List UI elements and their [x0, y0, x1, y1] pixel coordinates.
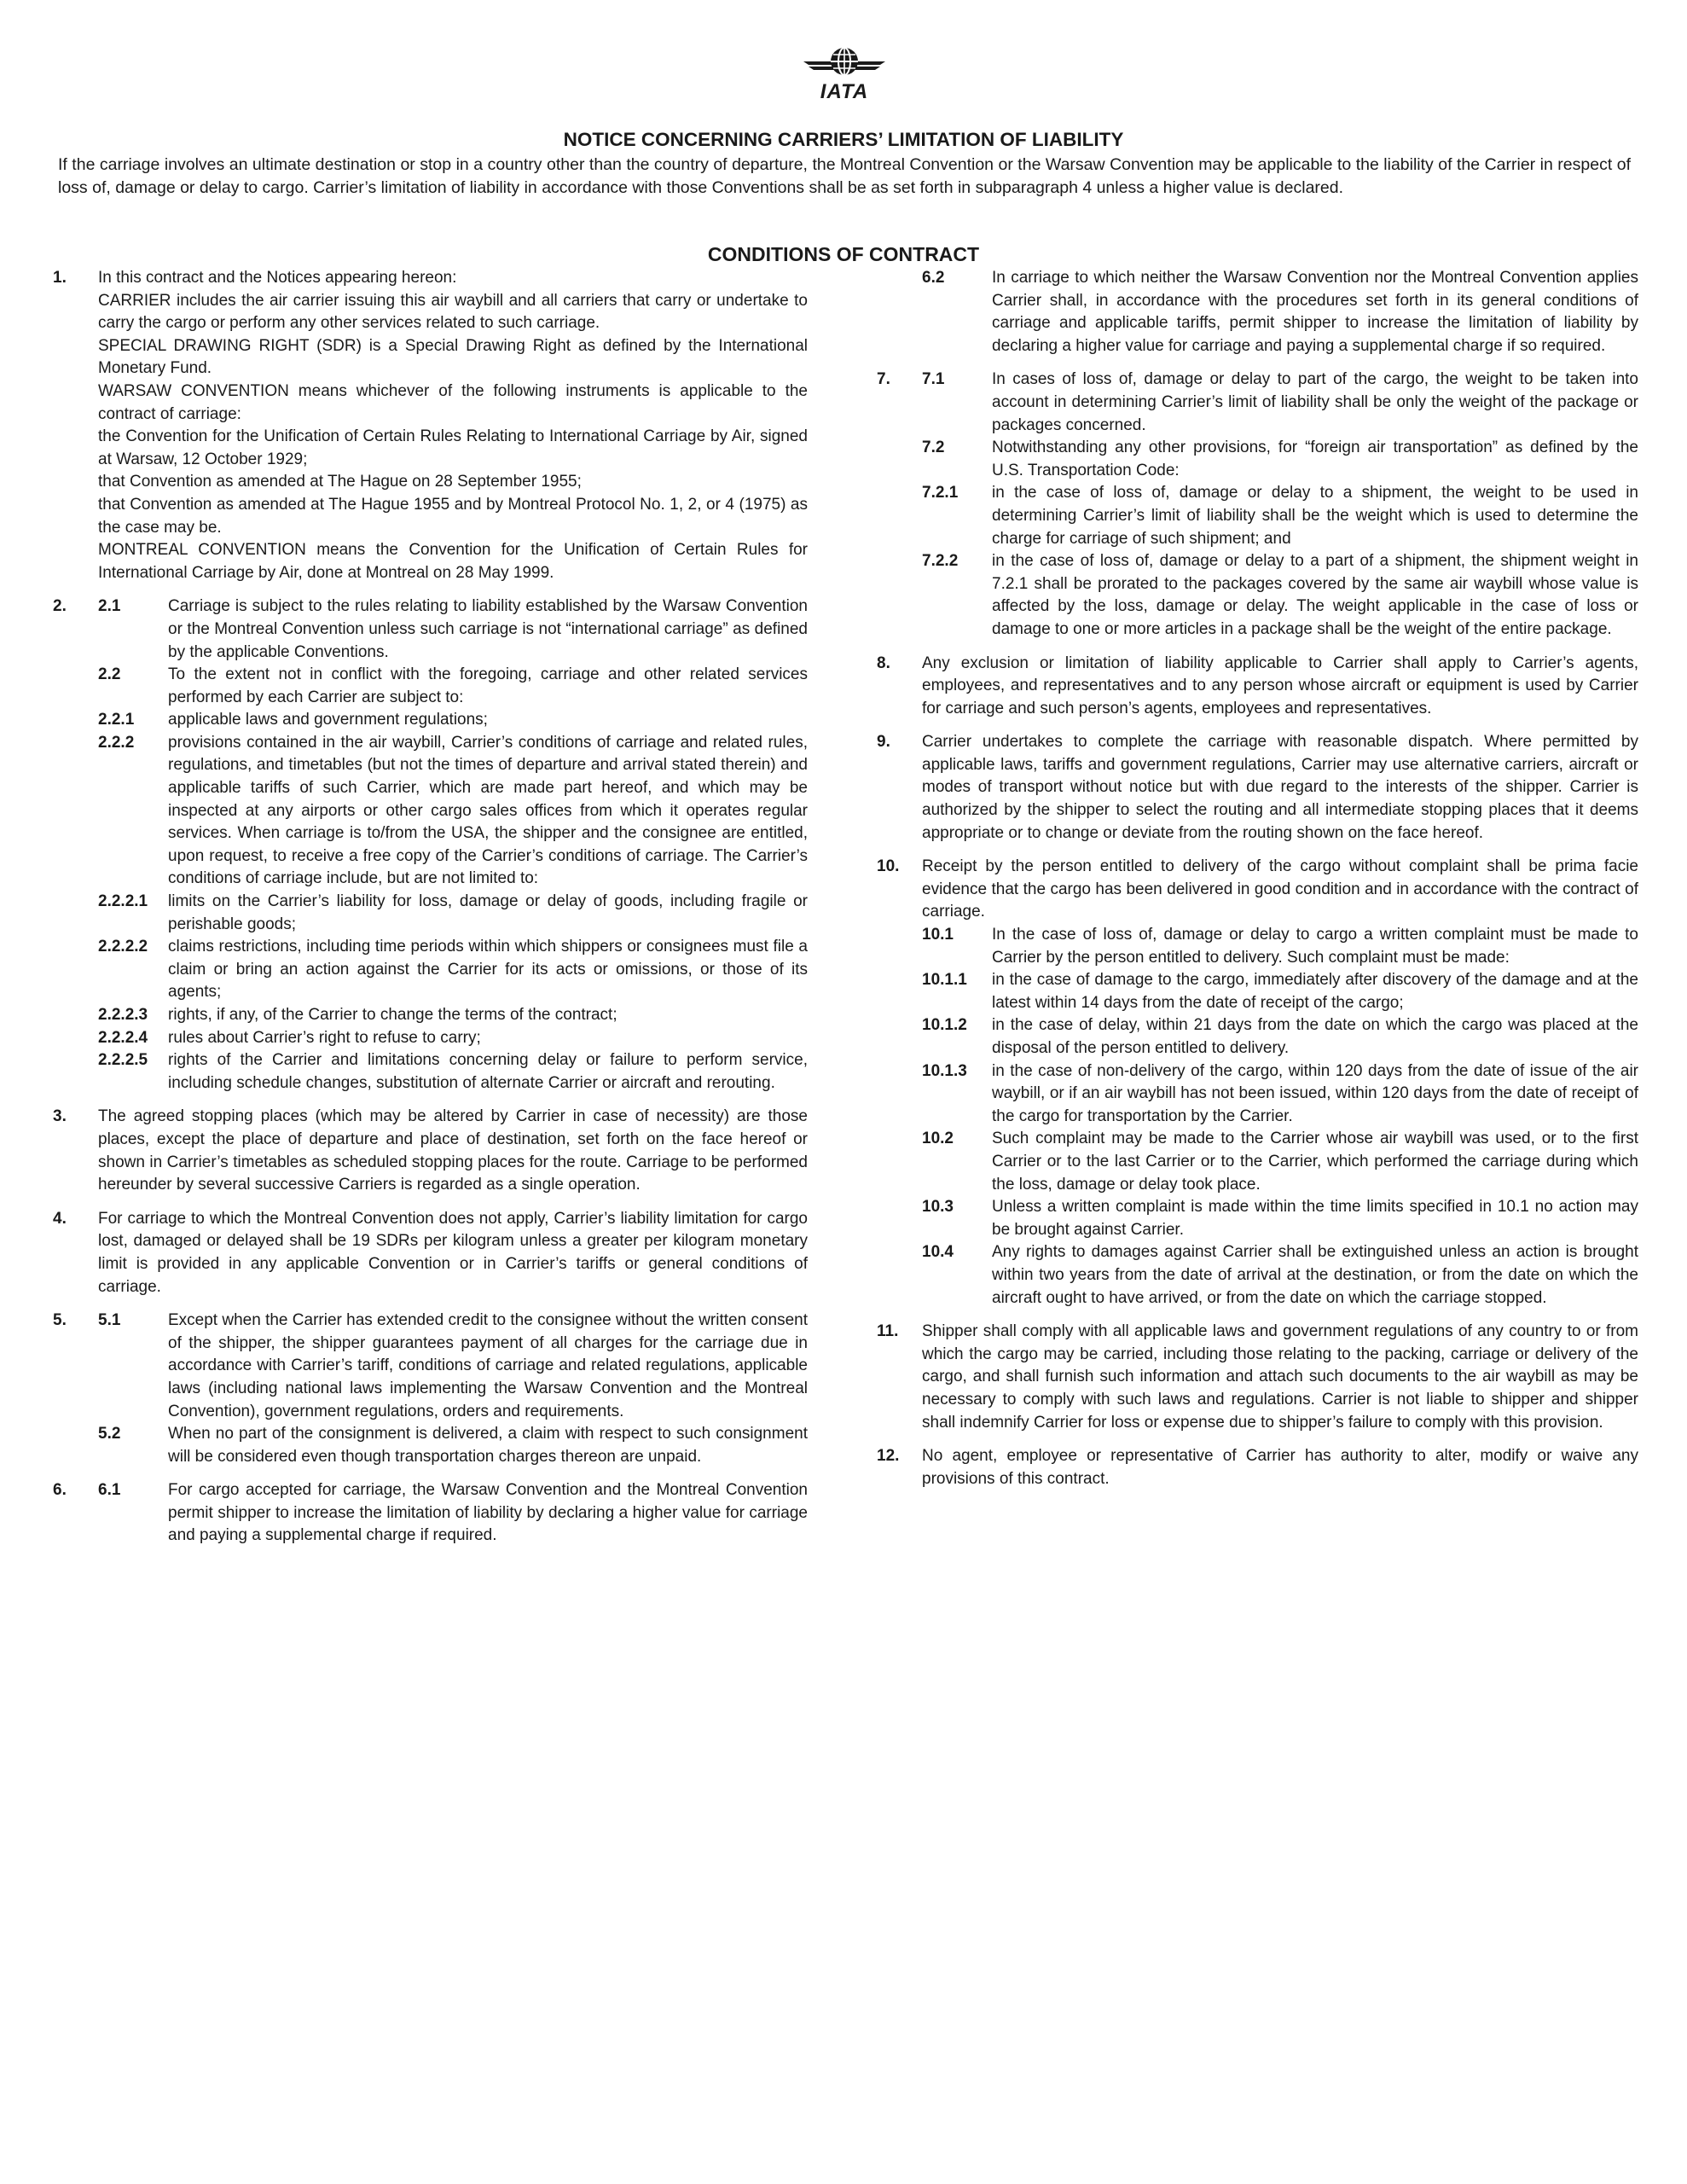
clause-9	[877, 731, 1638, 845]
subclause-text: In carriage to which neither the Warsaw Convention nor the Montreal Convention applies Carrier shall, in accordance with the procedures set forth in its general conditions of carriage and applicable tariffs, permit shipper to increase the limitation of liability by declaring a higher value for carriage and paying a supplemental charge if so required.	[992, 269, 1638, 355]
clause-number: 10.	[877, 857, 900, 876]
clause-number: 7.	[877, 370, 890, 389]
subclause	[98, 1004, 808, 1027]
subclause-text: In cases of loss of, damage or delay to part of the cargo, the weight to be taken into account in determining Carrier’s limit of liability shall be only the weight of the package or packages concerned.	[992, 370, 1638, 434]
subclause-number: 7.2.2	[922, 552, 959, 571]
clause-number: 2.	[53, 597, 67, 616]
paragraph: that Convention as amended at The Hague 1955 and by Montreal Protocol No. 1, 2, or 4 (1975) as the case may be.	[98, 495, 808, 537]
subclause-text: rights, if any, of the Carrier to change the terms of the contract;	[168, 1006, 617, 1024]
subclause	[98, 936, 808, 1004]
subclause-text: When no part of the consignment is delivered, a claim with respect to such consignment will be considered even though transportation charges thereon are unpaid.	[168, 1425, 808, 1466]
subclause	[98, 1027, 808, 1050]
subclause-text: Notwithstanding any other provisions, for “foreign air transportation” as defined by the U.S. Transportation Code:	[992, 439, 1638, 479]
clause-12	[877, 1445, 1638, 1490]
subclause-text: Such complaint may be made to the Carrier whose air waybill was used, or to the first Carrier or to the last Carrier or to the Carrier, which performed the carriage during which the loss, damage or delay took place.	[992, 1130, 1638, 1194]
clause-text: Any exclusion or limitation of liability applicable to Carrier shall apply to Carrier’s agents, employees, and representatives and to any person whose aircraft or equipment is used by Carrier for carriage and such person’s agents, employees and representatives.	[922, 653, 1638, 717]
clause-11	[877, 1321, 1638, 1434]
notice-text: If the carriage involves an ultimate destination or stop in a country other than the country of departure, the Montreal Convention or the Warsaw Convention may be applicable to the liability of the Carrier in respect of loss of, damage or delay to cargo. Carrier’s limitation of liability in accordance with those Conventions shall be as set forth in subparagraph 4 unless a higher value is declared.	[58, 155, 1631, 197]
subclause	[922, 1241, 1638, 1310]
subclause-text: in the case of loss of, damage or delay to a shipment, the weight to be used in determining Carrier’s limit of liability shall be the weight which is used to determine the charge for carriage of such shipment; and	[992, 484, 1638, 548]
clause-8	[877, 653, 1638, 721]
subclause-text: Carriage is subject to the rules relating to liability established by the Warsaw Convention or the Montreal Convention unless such carriage is not “international carriage” as defined by the applicable Conventions.	[168, 597, 808, 661]
clause-text: Carrier undertakes to complete the carriage with reasonable dispatch. Where permitted by applicable laws, tariffs and government regulations, Carrier may use alternative carriers, aircraft or modes of transport without notice but with due regard to the interests of the shipper. Carrier is authorized by the shipper to select the routing and all intermediate stopping places that it deems appropriate or to change or deviate from the routing shown on the face hereof.	[922, 733, 1638, 842]
subclause	[922, 1014, 1638, 1060]
subclause-text: applicable laws and government regulations;	[168, 711, 488, 729]
globe-wings-icon	[802, 43, 887, 84]
subclause-number: 10.1.1	[922, 971, 967, 990]
subclause	[98, 891, 808, 936]
subclause-number: 2.2.2.5	[98, 1051, 148, 1070]
clause-6	[53, 1479, 808, 1548]
subclause	[922, 1196, 1638, 1241]
left-column	[53, 267, 808, 1559]
subclause-number: 10.1.2	[922, 1016, 967, 1035]
subclause-text: in the case of damage to the cargo, immediately after discovery of the damage and at the latest within 14 days from the date of receipt of the cargo;	[992, 971, 1638, 1012]
subclause	[98, 1310, 808, 1423]
subclause	[98, 595, 808, 664]
subclause-number: 5.1	[98, 1311, 121, 1330]
subclause-text: limits on the Carrier’s liability for loss, damage or delay of goods, including fragile or perishable goods;	[168, 892, 808, 933]
clause-7	[877, 369, 1638, 641]
iata-logo	[802, 43, 887, 102]
clause-text: No agent, employee or representative of Carrier has authority to alter, modify or waive any provisions of this contract.	[922, 1447, 1638, 1488]
clause-number: 6.	[53, 1481, 67, 1500]
subclause-number: 10.1.3	[922, 1061, 967, 1080]
subclause	[98, 1423, 808, 1468]
subclause-text: claims restrictions, including time periods within which shippers or consignees must file a claim or bring an action against the Carrier for its acts or omissions, or those of its agents;	[168, 938, 808, 1002]
clause-number: 8.	[877, 653, 890, 672]
subclause-number: 7.2.1	[922, 484, 959, 502]
subclause-number: 10.3	[922, 1198, 954, 1217]
subclause	[922, 924, 1638, 969]
subclause	[922, 550, 1638, 641]
subclause-text: provisions contained in the air waybill, Carrier’s conditions of carriage and related rules, regulations, and timetables (but not the times of departure and arrival stated therein) and applicable tariffs of such Carrier, which are made part hereof, and which may be inspected at any airports or other cargo sales offices from which it operates regular services. When carriage is to/from the USA, the shipper and the consignee are entitled, upon request, to receive a free copy of the Carrier’s conditions of carriage. The Carrier’s conditions of carriage include, but are not limited to:	[168, 733, 808, 888]
subclause-number: 2.2	[98, 665, 121, 684]
subclause-text: Unless a written complaint is made within the time limits specified in 10.1 no action may be brought against Carrier.	[992, 1198, 1638, 1239]
subclause-number: 2.2.2.1	[98, 892, 148, 911]
paragraph: WARSAW CONVENTION means whichever of the following instruments is applicable to the contract of carriage:	[98, 381, 808, 423]
clause-number: 1.	[53, 269, 67, 287]
clause-10	[877, 856, 1638, 1310]
subclause	[98, 1049, 808, 1095]
subclause	[922, 1060, 1638, 1129]
subclause-text: Any rights to damages against Carrier shall be extinguished unless an action is brought within two years from the date of arrival at the destination, or from the date on which the aircraft ought to have arrived, or from the date on which the carriage stopped.	[992, 1243, 1638, 1307]
subclause-number: 7.1	[922, 370, 945, 389]
subclause-number: 2.2.2.4	[98, 1028, 148, 1047]
clause-5	[53, 1310, 808, 1468]
subclause	[922, 1128, 1638, 1196]
subclause-text: in the case of loss of, damage or delay to a part of a shipment, the shipment weight in 7.2.1 shall be prorated to the packages covered by the same air waybill whose value is affected by the loss, damage or delay. The weight applicable in the case of loss or damage to one or more articles in a package shall be the weight of the entire package.	[992, 552, 1638, 638]
subclause-number: 6.1	[98, 1481, 121, 1500]
conditions-title: CONDITIONS OF CONTRACT	[707, 243, 980, 265]
subclause	[922, 482, 1638, 550]
logo-text: IATA	[820, 80, 869, 103]
clause-number: 3.	[53, 1107, 67, 1126]
clause-text: The agreed stopping places (which may be altered by Carrier in case of necessity) are those places, except the place of departure and place of destination, set forth on the face hereof or shown in Carrier’s timetables as scheduled stopping places for the route. Carriage to be performed hereunder by several successive Carriers is regarded as a single operation.	[98, 1107, 808, 1194]
subclause-number: 10.4	[922, 1243, 954, 1262]
subclause-text: rights of the Carrier and limitations concerning delay or failure to perform service, including schedule changes, substitution of alternate Carrier or aircraft and rerouting.	[168, 1051, 808, 1092]
subclause-number: 6.2	[922, 269, 945, 287]
subclause-number: 2.2.2.2	[98, 938, 148, 956]
subclause-number: 2.1	[98, 597, 121, 616]
subclause	[98, 664, 808, 709]
subclause	[98, 732, 808, 891]
clause-2	[53, 595, 808, 1095]
clause-number: 4.	[53, 1209, 67, 1228]
subclause	[922, 267, 1638, 357]
paragraph: In this contract and the Notices appearing hereon:	[98, 269, 457, 287]
subclause-number: 10.1	[922, 926, 954, 944]
subclause-number: 10.2	[922, 1130, 954, 1148]
right-column	[877, 267, 1638, 1502]
paragraph: MONTREAL CONVENTION means the Convention for the Unification of Certain Rules for International Carriage by Air, done at Montreal on 28 May 1999.	[98, 541, 808, 582]
clause-number: 11.	[877, 1322, 899, 1341]
subclause-text: In the case of loss of, damage or delay to cargo a written complaint must be made to Carrier by the person entitled to delivery. Such complaint must be made:	[992, 926, 1638, 967]
clause-6-continued	[877, 267, 1638, 357]
clause-number: 5.	[53, 1311, 67, 1330]
clause-1	[53, 267, 808, 584]
paragraph: CARRIER includes the air carrier issuing this air waybill and all carriers that carry or undertake to carry the cargo or perform any other services related to such carriage.	[98, 291, 808, 333]
subclause-number: 2.2.2	[98, 733, 135, 752]
clause-text: Receipt by the person entitled to delivery of the cargo without complaint shall be prima facie evidence that the cargo has been delivered in good condition and in accordance with the contract of carriage.	[922, 857, 1638, 921]
subclause	[922, 369, 1638, 437]
subclause-number: 7.2	[922, 439, 945, 457]
clause-4	[53, 1208, 808, 1298]
subclause-text: For cargo accepted for carriage, the Warsaw Convention and the Montreal Convention permit shipper to increase the limitation of liability by declaring a higher value for carriage and paying a supplemental charge if required.	[168, 1481, 808, 1545]
subclause-number: 5.2	[98, 1425, 121, 1443]
clause-number: 12.	[877, 1447, 900, 1466]
subclause	[98, 1479, 808, 1548]
clause-text: Shipper shall comply with all applicable laws and government regulations of any country to or from which the cargo may be carried, including those relating to the packing, carriage or delivery of the cargo, and shall furnish such information and attach such documents to the air waybill as may be necessary to comply with such laws and regulations. Carrier is not liable to shipper and shipper shall indemnify Carrier for loss or expense due to shipper’s failure to comply with this provision.	[922, 1322, 1638, 1432]
clause-text: For carriage to which the Montreal Convention does not apply, Carrier’s liability limitation for cargo lost, damaged or delayed shall be 19 SDRs per kilogram unless a greater per kilogram monetary limit is provided in any applicable Convention or in Carrier’s tariffs or general conditions of carriage.	[98, 1209, 808, 1296]
clause-number: 9.	[877, 733, 890, 752]
subclause-number: 2.2.2.3	[98, 1006, 148, 1024]
paragraph: SPECIAL DRAWING RIGHT (SDR) is a Special Drawing Right as defined by the International Monetary Fund.	[98, 336, 808, 378]
subclause	[922, 437, 1638, 482]
subclause	[922, 969, 1638, 1014]
subclause	[98, 709, 808, 732]
subclause-text: in the case of non-delivery of the cargo, within 120 days from the date of issue of the air waybill, or if an air waybill has not been issued, within 120 days from the date of receipt of the cargo for transportation by the Carrier.	[992, 1061, 1638, 1125]
subclause-text: rules about Carrier’s right to refuse to carry;	[168, 1028, 481, 1047]
notice-title: NOTICE CONCERNING CARRIERS’ LIMITATION OF LIABILITY	[563, 129, 1124, 150]
paragraph: that Convention as amended at The Hague on 28 September 1955;	[98, 473, 582, 491]
subclause-text: To the extent not in conflict with the foregoing, carriage and other related services performed by each Carrier are subject to:	[168, 665, 808, 706]
paragraph: the Convention for the Unification of Certain Rules Relating to International Carriage by Air, signed at Warsaw, 12 October 1929;	[98, 427, 808, 468]
clause-3	[53, 1106, 808, 1196]
subclause-number: 2.2.1	[98, 711, 135, 729]
subclause-text: in the case of delay, within 21 days from the date on which the cargo was placed at the disposal of the person entitled to delivery.	[992, 1016, 1638, 1057]
subclause-text: Except when the Carrier has extended credit to the consignee without the written consent of the shipper, the shipper guarantees payment of all charges for the carriage due in accordance with Carrier’s tariff, conditions of carriage and related regulations, applicable laws (including national laws implementing the Warsaw Convention and the Montreal Convention), government regulations, orders and requirements.	[168, 1311, 808, 1420]
